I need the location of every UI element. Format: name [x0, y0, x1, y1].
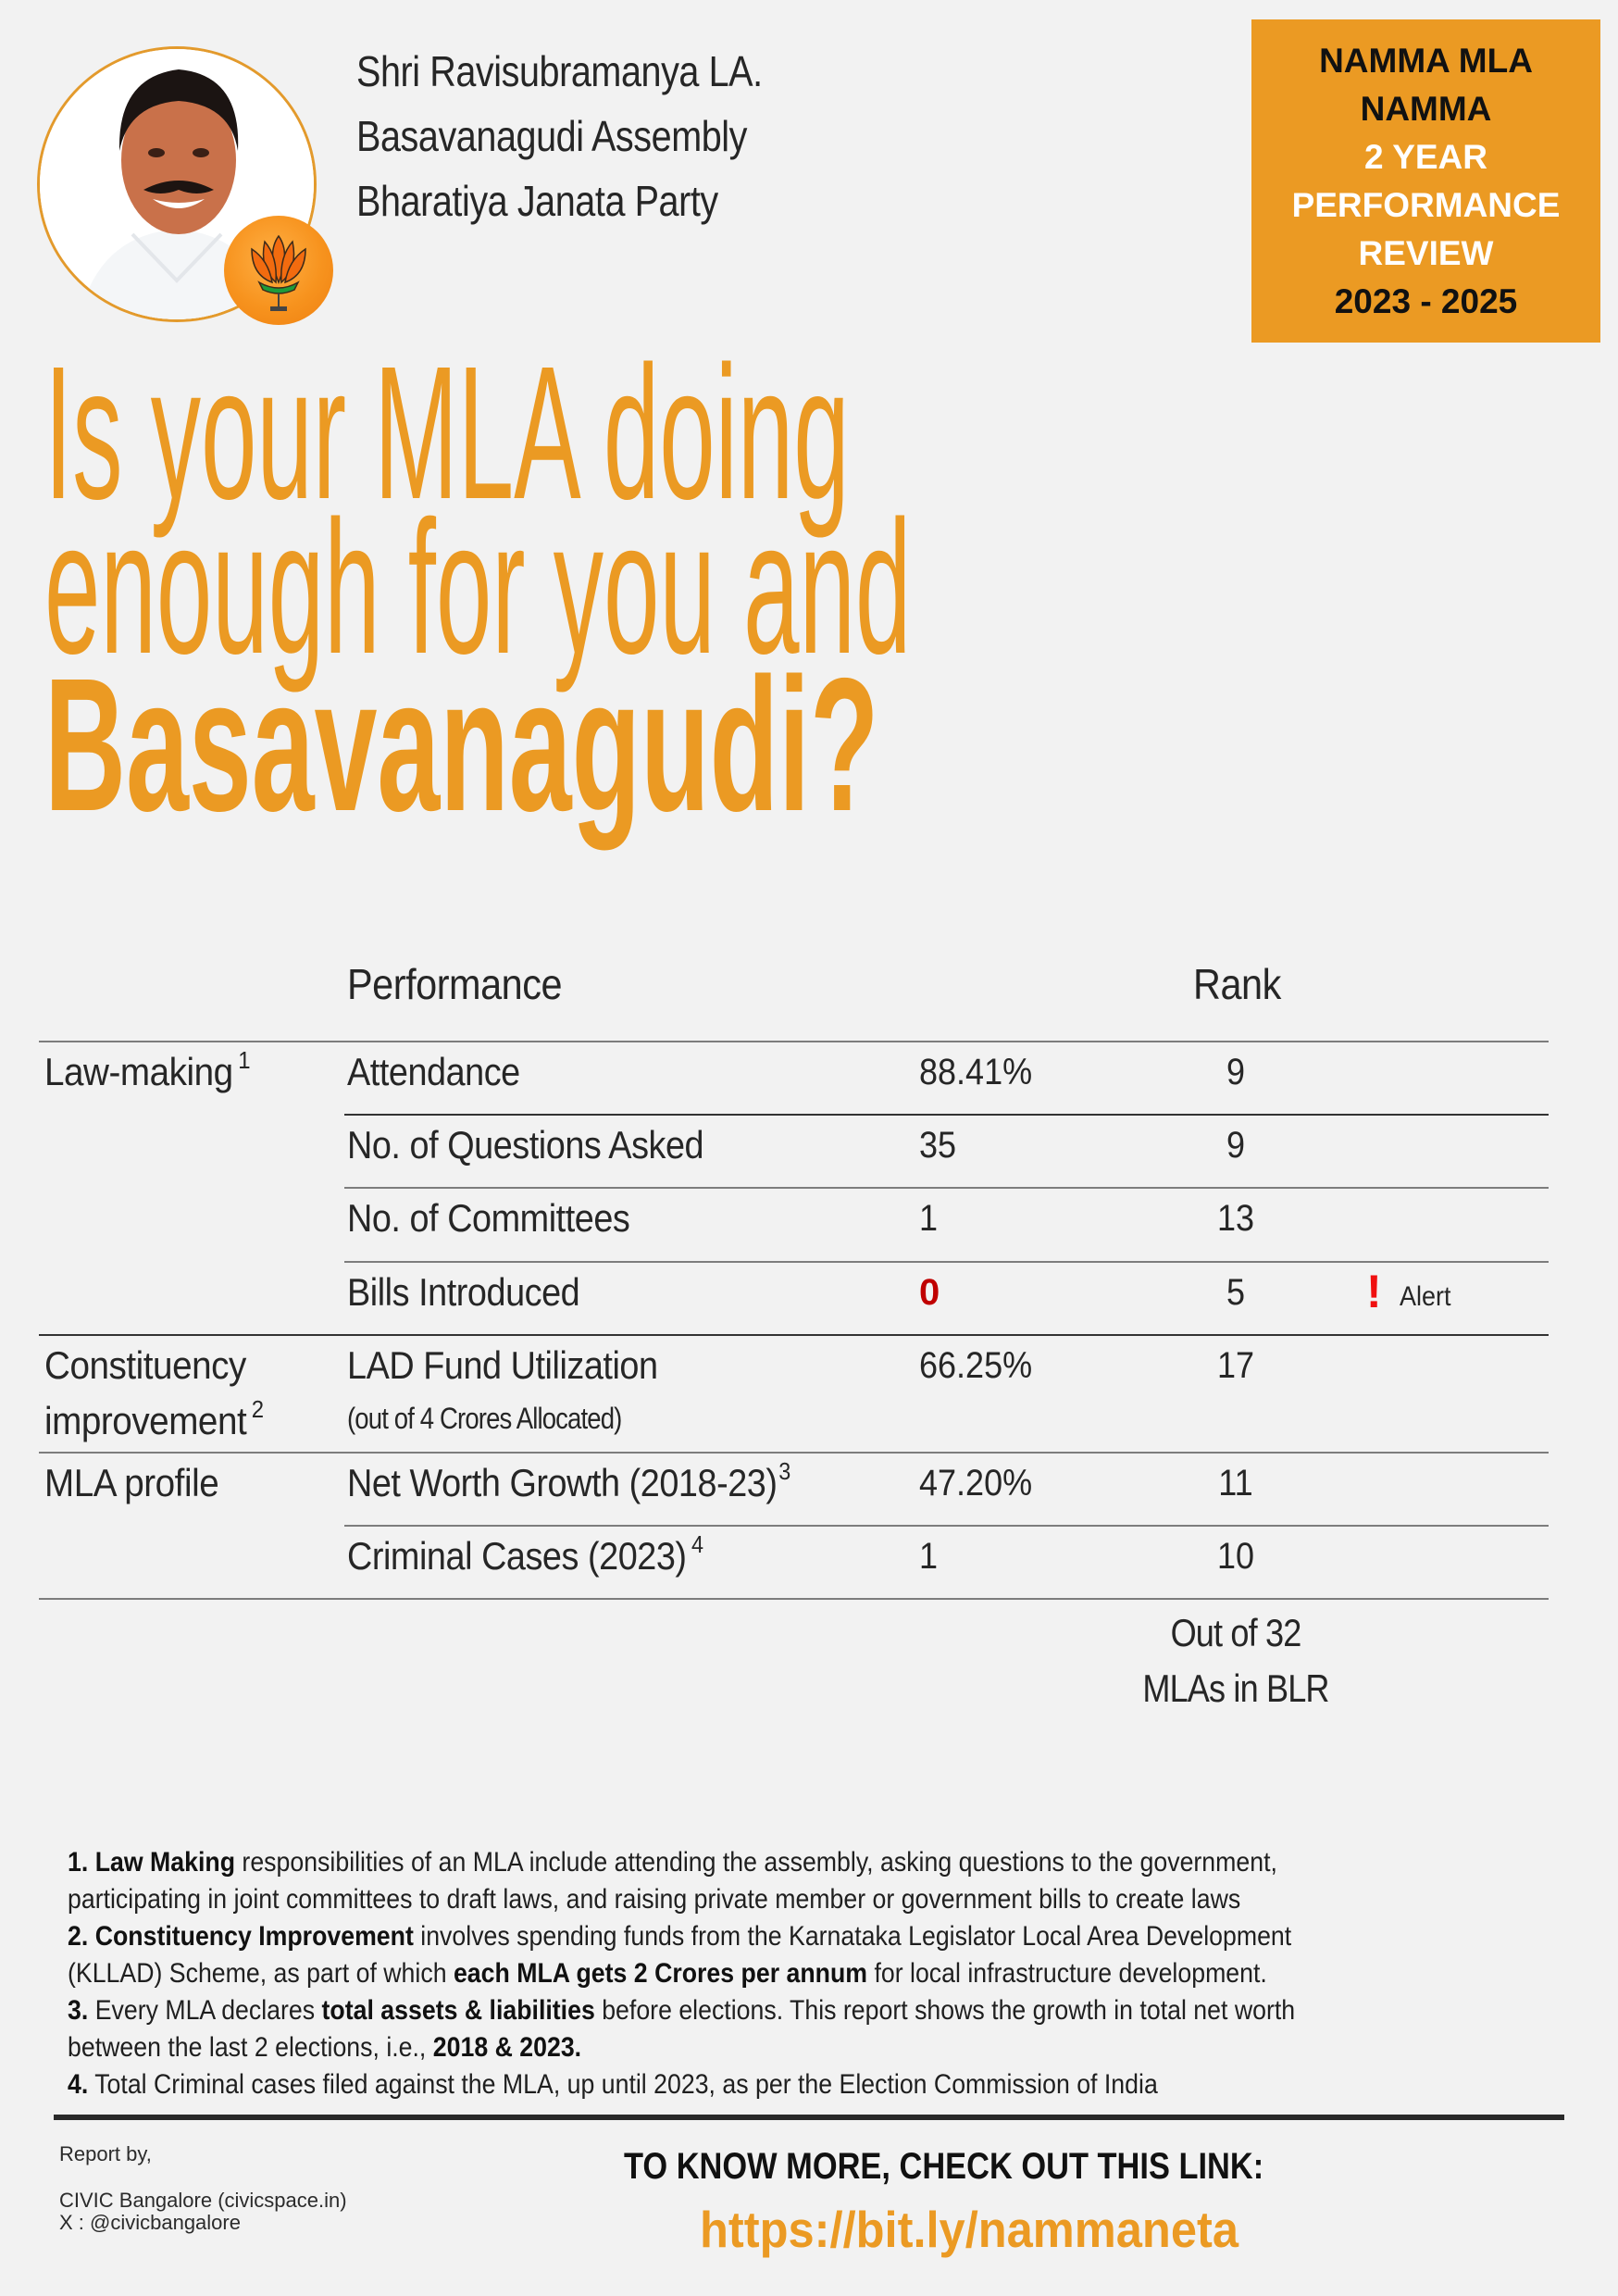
footnote-ref: 1: [238, 1046, 251, 1074]
badge-line-6: 2023 - 2025: [1334, 281, 1518, 320]
footnote-1-line-2: [68, 1881, 1425, 1918]
footnote-number: 1.: [68, 1847, 89, 1878]
headline-line-2: enough for you and: [44, 481, 912, 693]
column-header-rank: Rank: [1193, 960, 1281, 1008]
category-constituency-line-1: Constituency: [44, 1343, 246, 1387]
bjp-logo: [224, 216, 333, 325]
exclamation-icon: !: [1366, 1266, 1382, 1317]
rank-lad-fund: 17: [1216, 1345, 1255, 1386]
table-divider: [344, 1187, 1549, 1189]
footnote-text: between the last 2 elections, i.e.,: [68, 2032, 433, 2063]
footnote-1-line-1: [68, 1844, 1425, 1881]
badge-line-3: 2 YEAR: [1364, 137, 1487, 176]
footnote-number: 4.: [68, 2069, 89, 2100]
footnote-2-line-1: [68, 1918, 1425, 1955]
footnote-2-line-2: [68, 1955, 1425, 1992]
footnote-text: involves spending funds from the Karnataka Legislator Local Area Development: [413, 1921, 1292, 1952]
table-divider: [344, 1525, 1549, 1527]
footnote-bold: each MLA gets 2 Crores per annum: [453, 1958, 868, 1989]
category-mla-profile: MLA profile: [44, 1461, 219, 1504]
footnote-ref: 3: [778, 1457, 790, 1485]
cta-heading: TO KNOW MORE, CHECK OUT THIS LINK:: [624, 2146, 1264, 2187]
rank-note-line-2: MLAs in BLR: [1142, 1666, 1329, 1710]
table-divider: [39, 1452, 1549, 1454]
category-constituency-line-2: [44, 1395, 264, 1443]
footnote-3-line-1: [68, 1992, 1425, 2029]
footnote-number: 2.: [68, 1921, 89, 1952]
badge-line-2: NAMMA: [1360, 89, 1492, 128]
footnote-bold: total assets & liabilities: [321, 1995, 595, 2026]
table-divider: [39, 1598, 1549, 1600]
metric-net-worth: [347, 1457, 790, 1505]
category-label: improvement: [44, 1399, 247, 1442]
value-attendance: 88.41%: [919, 1052, 1033, 1092]
footnote-text: participating in joint committees to draft laws, and raising private member or government bills to create laws: [68, 1884, 1241, 1915]
report-link[interactable]: https://bit.ly/nammaneta: [700, 2201, 1238, 2258]
headline-line-1: Is your MLA doing: [44, 327, 850, 539]
footnote-text: Total Criminal cases filed against the MLA, up until 2023, as per the Election Commission of India: [88, 2069, 1158, 2100]
table-divider: [39, 1334, 1549, 1336]
rank-attendance: 9: [1226, 1052, 1246, 1092]
footnote-text: before elections. This report shows the growth in total net worth: [594, 1995, 1296, 2026]
value-lad-fund: 66.25%: [919, 1345, 1033, 1386]
badge-line-1: NAMMA MLA: [1319, 41, 1533, 80]
value-net-worth: 47.20%: [919, 1463, 1033, 1504]
table-divider: [39, 1041, 1549, 1042]
footnotes: [68, 1844, 1567, 2103]
rank-criminal-cases: 10: [1216, 1536, 1255, 1577]
footnote-ref: 4: [691, 1530, 703, 1558]
metric-label: Net Worth Growth (2018-23): [347, 1461, 778, 1504]
metric-lad-fund-note: (out of 4 Crores Allocated): [347, 1402, 622, 1435]
value-bills: 0: [919, 1272, 940, 1313]
metric-label: Criminal Cases (2023): [347, 1534, 687, 1578]
footnote-bold: Law Making: [94, 1847, 236, 1878]
metric-criminal-cases: [347, 1530, 703, 1578]
metric-committees: No. of Committees: [347, 1196, 630, 1240]
metric-lad-fund: LAD Fund Utilization: [347, 1343, 658, 1387]
footnote-number: 3.: [68, 1995, 89, 2026]
badge-line-5: REVIEW: [1358, 233, 1494, 272]
footnote-4: [68, 2066, 1425, 2103]
footnote-3-line-2: [68, 2029, 1425, 2066]
report-handle: X : @civicbangalore: [59, 2211, 241, 2234]
rank-bills: 5: [1226, 1272, 1246, 1313]
footnote-bold: Constituency Improvement: [94, 1921, 414, 1952]
value-committees: 1: [919, 1198, 939, 1239]
footnote-bold: 2018 & 2023.: [432, 2032, 582, 2063]
report-by-label: Report by,: [59, 2142, 152, 2165]
mla-name: Shri Ravisubramanya LA.: [356, 47, 763, 95]
headline-line-3: Basavanagudi?: [44, 639, 879, 851]
rank-net-worth: 11: [1218, 1463, 1253, 1504]
footer-divider: [54, 2115, 1564, 2120]
mla-party: Bharatiya Janata Party: [356, 177, 718, 225]
bjp-lotus-logo-icon: [224, 216, 333, 325]
value-questions: 35: [919, 1125, 957, 1166]
rank-committees: 13: [1216, 1198, 1255, 1239]
column-header-performance: Performance: [347, 960, 563, 1008]
rank-note-line-1: Out of 32: [1170, 1611, 1301, 1654]
category-label: Law-making: [44, 1050, 233, 1093]
metric-attendance: Attendance: [347, 1050, 520, 1093]
category-law-making: [44, 1046, 251, 1094]
mla-constituency: Basavanagudi Assembly: [356, 112, 748, 160]
table-divider: [344, 1114, 1549, 1116]
table-divider: [344, 1261, 1549, 1263]
review-badge: [1251, 19, 1600, 343]
report-org: CIVIC Bangalore (civicspace.in): [59, 2189, 347, 2212]
alert-label: Alert: [1400, 1281, 1451, 1312]
metric-questions: No. of Questions Asked: [347, 1123, 704, 1167]
value-criminal-cases: 1: [919, 1536, 939, 1577]
footnote-text: (KLLAD) Scheme, as part of which: [68, 1958, 454, 1989]
footnote-text: Every MLA declares: [88, 1995, 322, 2026]
footnote-text: for local infrastructure development.: [867, 1958, 1267, 1989]
badge-line-4: PERFORMANCE: [1291, 185, 1561, 224]
rank-questions: 9: [1226, 1125, 1246, 1166]
footnote-text: responsibilities of an MLA include attending the assembly, asking questions to the government,: [235, 1847, 1277, 1878]
metric-bills: Bills Introduced: [347, 1270, 580, 1314]
footnote-ref: 2: [251, 1395, 264, 1423]
